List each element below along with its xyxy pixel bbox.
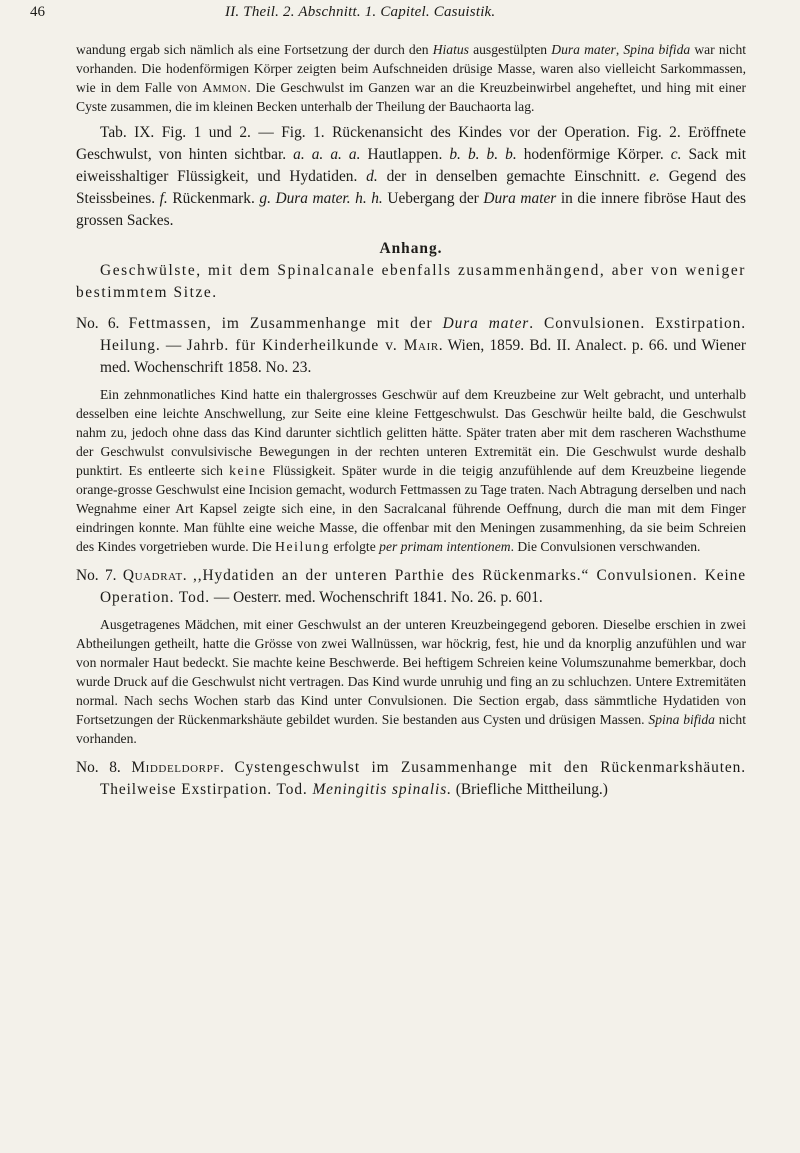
case-7-heading — [76, 565, 746, 609]
p2-h: d. — [366, 168, 378, 185]
p2-r: Dura mater — [483, 190, 557, 207]
case-8-source: (Briefliche Mittheilung.) — [451, 781, 608, 798]
p1-f: Spina bifida — [623, 42, 691, 57]
case-8-heading — [76, 757, 746, 801]
case-6-body — [76, 385, 746, 556]
case-7-sep: . — [182, 567, 193, 584]
page-number: 46 — [30, 4, 45, 20]
p1-i: . Die Geschwulst im Ganzen war an die Kreuzbeinwirbel angeheftet, und hing mit einer Cyste zusammen, die im kleinen Becken unterhalb der Theilung der Bauchaorta lag. — [76, 80, 747, 114]
p2-e: hodenförmige Körper. — [516, 146, 671, 163]
case-8-diagnosis: Meningitis spinalis. — [312, 781, 452, 798]
case-7-body-italic: Spina bifida — [648, 712, 715, 727]
case-6-body-g: . Die Convulsionen verschwanden. — [510, 539, 701, 554]
case-6-title-c: . Convulsionen. Exstirpation. Heilung. — [100, 315, 746, 354]
p2-q: Uebergang der — [382, 190, 484, 207]
p1-c: ausgestülpten — [468, 42, 552, 57]
running-title — [225, 4, 495, 21]
p1-h: Ammon — [202, 80, 248, 95]
case-7-source: — Oesterr. med. Wochenschrift 1841. No. 26. p. 601. — [210, 589, 543, 606]
case-6-body-e: erfolgte — [330, 539, 380, 554]
case-7-title: ,,Hydatiden an der unteren Parthie des Rückenmarks.“ Convulsionen. Keine Operation. Tod. — [100, 567, 746, 606]
case-7-number: No. 7. — [76, 567, 123, 584]
case-6-source-author: Mair — [403, 337, 439, 354]
figure-caption — [76, 122, 746, 232]
paragraph-continuation — [76, 40, 746, 116]
case-8-number: No. 8. — [76, 759, 132, 776]
case-8-sep: . — [220, 759, 235, 776]
p2-p: h. h. — [355, 190, 383, 207]
p2-s: in die innere fibröse Haut des grossen Sackes. — [76, 190, 747, 229]
case-6-body-d: Heilung — [275, 539, 331, 554]
anhang-title: Anhang. — [379, 240, 443, 257]
p1-d: Dura mater — [551, 42, 616, 57]
case-7-body — [76, 615, 746, 748]
case-7-author: Quadrat — [122, 567, 183, 584]
case-6-body-c: Flüssigkeit. Später wurde in die teigig anzufühlende auf dem Kreuzbeine liegende orange-grosse Geschwulst eine Incision gemacht, wodurch Fettmassen zu Tage traten. Nach Abtragung derselben und nach Wegnahme einer Art Kapsel zeigte sich eine, in den Sacralcanal führende Oeffnung, durch die man mit dem Finger eindringen konnte. Man fühlte eine weiche Masse, die offenbar mit den Meningen zusammenhing, da sie beim Schreien des Kindes vorgetrieben wurde. Die — [76, 463, 746, 554]
p2-n: g. Dura mater. — [259, 190, 351, 207]
p2-i: der in denselben gemachte Einschnitt. — [377, 168, 650, 185]
page-body — [76, 40, 746, 801]
p1-e: , — [615, 42, 624, 57]
running-title-text: II. Theil. 2. Abschnitt. 1. Capitel. Casuistik. — [225, 4, 496, 20]
p2-k: Gegend des Steissbeines. — [76, 168, 746, 207]
p1-a: wandung ergab sich nämlich als eine Fortsetzung der durch den — [76, 42, 433, 57]
p2-j: e. — [649, 168, 660, 185]
p2-c: Hautlappen. — [360, 146, 450, 163]
case-6-title-a: Fettmassen, im Zusammenhange mit der — [128, 315, 443, 332]
p2-f: c. — [670, 146, 682, 163]
section-subtitle: Geschwülste, mit dem Spinalcanale ebenfalls zusammenhängend, aber von weniger bestimmtem Sitze. — [76, 262, 746, 301]
case-6-source-a: Jahrb. für Kinderheilkunde v. — [186, 337, 404, 354]
p2-b: a. a. a. a. — [293, 146, 361, 163]
case-8-author: Middeldorpf — [131, 759, 221, 776]
case-6-title-b: Dura mater — [442, 315, 530, 332]
case-6-number: No. 6. — [76, 315, 129, 332]
p2-g: Sack mit eiweisshaltiger Flüssigkeit, und Hydatiden. — [76, 146, 746, 185]
page-header — [30, 4, 744, 28]
p1-b: Hiatus — [432, 42, 469, 57]
p2-m: Rückenmark. — [167, 190, 260, 207]
case-6-source-b: . Wien, 1859. Bd. II. Analect. p. 66. und Wiener med. Wochenschrift 1858. No. 23. — [100, 337, 746, 376]
p2-d: b. b. b. b. — [449, 146, 517, 163]
p2-a: Tab. IX. Fig. 1 und 2. — Fig. 1. Rückenansicht des Kindes vor der Operation. Fig. 2. Eröffnete Geschwulst, von hinten sichtbar. — [76, 124, 746, 163]
case-6-body-b: keine — [229, 463, 267, 478]
case-6-heading — [76, 313, 746, 379]
case-6-body-f: per primam intentionem — [379, 539, 511, 554]
case-7-body-end: nicht vorhanden. — [76, 712, 746, 746]
case-6-dash: — — [160, 337, 187, 354]
case-6-body-a: Ein zehnmonatliches Kind hatte ein thalergrosses Geschwür auf dem Kreuzbeine zur Welt gebracht, und unterhalb desselben eine leichte Anschwellung, zur Seite eine kleine Fettgeschwulst. Das Geschwür heilte bald, die Geschwulst nahm zu, jedoch ohne dass das Kind darunter sichtlich gelitten hätte. Später traten aber mit dem rascheren Wachsthume der Geschwulst convulsivische Bewegungen in der rechten unteren Extremität ein. Die Geschwulst wurde deshalb punktirt. Es entleerte sich — [76, 387, 746, 478]
section-title — [76, 238, 746, 260]
p2-l: f. — [159, 190, 168, 207]
case-7-body-text: Ausgetragenes Mädchen, mit einer Geschwulst an der unteren Kreuzbeingegend geboren. Dieselbe erschien in zwei Abtheilungen getheilt, hatte die Grösse von zwei Wallnüssen, war höckrig, fest, hie und da knorplig anzufühlen und war von normaler Haut bedeckt. Sie machte keine Beschwerde. Bei heftigem Schreien keine Volumszunahme bemerkbar, doch wurde Druck auf die Geschwulst nicht vertragen. Das Kind wurde unruhig und fing an zu schluchzen. Untere Extremitäten normal. Nach sechs Wochen starb das Kind unter Convulsionen. Die Section ergab, dass sämmtliche Hydatiden von Fortsetzungen der Rückenmarkshäute gebildet wurden. Sie bestanden aus Cysten und drüsigen Massen. — [76, 617, 746, 727]
p1-g: war nicht vorhanden. Die hodenförmigen Körper zeigten beim Aufschneiden drüsige Masse, waren also vielleicht Sarkommassen, wie in dem Falle von — [76, 42, 747, 95]
case-8-title: Cystengeschwulst im Zusammenhange mit den Rückenmarkshäuten. Theilweise Exstirpation. Tod. — [100, 759, 746, 798]
